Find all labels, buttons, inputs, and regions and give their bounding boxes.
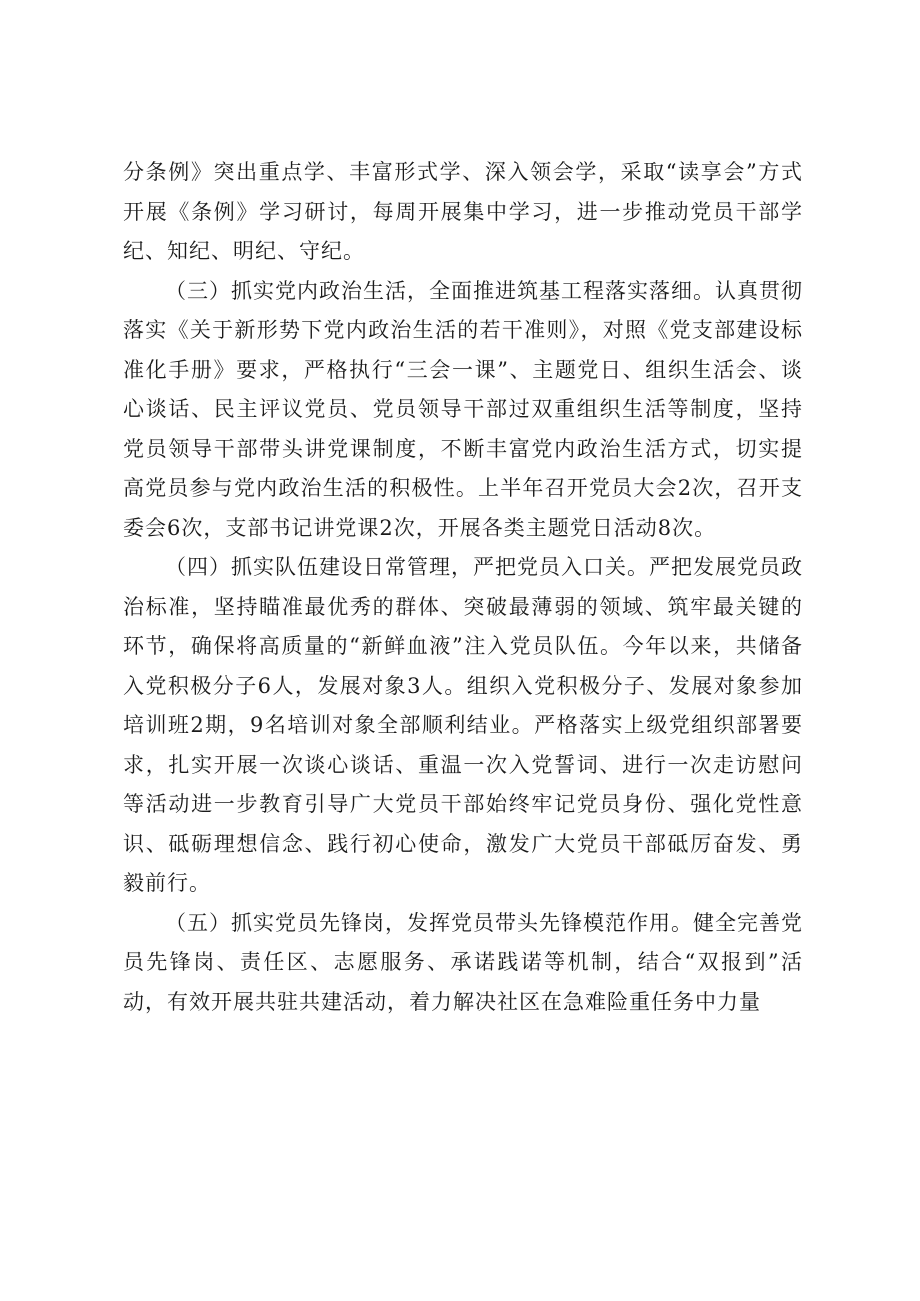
- paragraph-section-3: （三）抓实党内政治生活，全面推进筑基工程落实落细。认真贯彻落实《关于新形势下党内政治生活的若干准则》，对照《党支部建设标准化手册》要求，严格执行“三会一课”、主题党日、组织生活会、谈心谈话、民主评议党员、党员领导干部过双重组织生活等制度，坚持党员领导干部带头讲党课制度，不断丰富党内政治生活方式，切实提高党员参与党内政治生活的积极性。上半年召开党员大会2次，召开支委会6次，支部书记讲党课2次，开展各类主题党日活动8次。: [123, 278, 803, 540]
- paragraph-continuation: 分条例》突出重点学、丰富形式学、深入领会学，采取“读享会”方式开展《条例》学习研讨，每周开展集中学习，进一步推动党员干部学纪、知纪、明纪、守纪。: [123, 160, 803, 263]
- document-body: [123, 153, 803, 1022]
- paragraph-section-4: （四）抓实队伍建设日常管理，严把党员入口关。严把发展党员政治标准，坚持瞄准最优秀的群体、突破最薄弱的领域、筑牢最关键的环节，确保将高质量的“新鲜血液”注入党员队伍。今年以来，共储备入党积极分子6人，发展对象3人。组织入党积极分子、发展对象参加培训班2期，9名培训对象全部顺利结业。严格落实上级党组织部署要求，扎实开展一次谈心谈话、重温一次入党誓词、进行一次走访慰问等活动进一步教育引导广大党员干部始终牢记党员身份、强化党性意识、砥砺理想信念、践行初心使命，激发广大党员干部砥厉奋发、勇毅前行。: [123, 555, 803, 895]
- paragraph-section-5: （五）抓实党员先锋岗，发挥党员带头先锋模范作用。健全完善党员先锋岗、责任区、志愿服务、承诺践诺等机制，结合“双报到”活动，有效开展共驻共建活动，着力解决社区在急难险重任务中力量: [123, 910, 803, 1014]
